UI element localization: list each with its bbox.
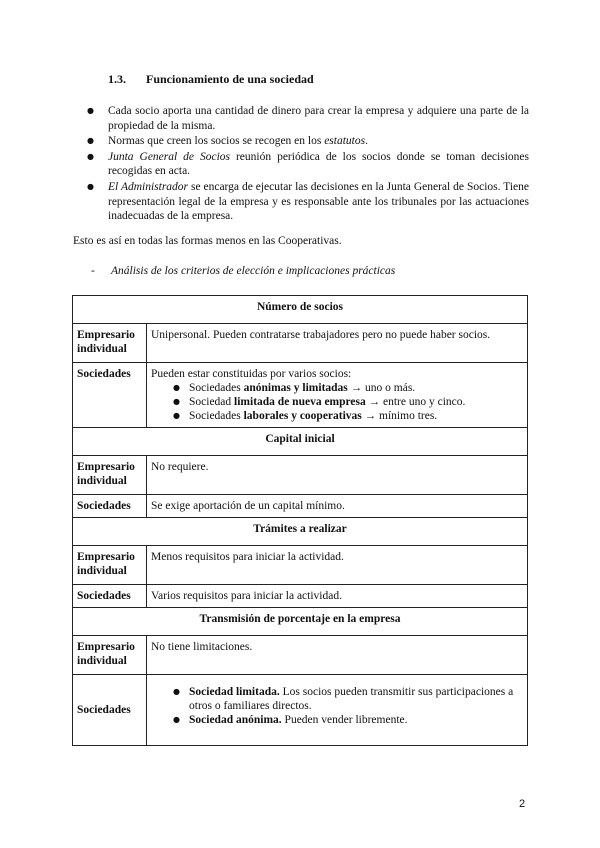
bullet-emphasis: estatutos bbox=[324, 135, 366, 148]
item-text: Pueden vender libremente. bbox=[281, 714, 408, 726]
table-row bbox=[73, 675, 528, 746]
table-row bbox=[73, 363, 528, 428]
row-value bbox=[147, 363, 528, 428]
item-text: Sociedades bbox=[189, 410, 244, 422]
item-bold: laborales y cooperativas bbox=[243, 410, 362, 422]
section-title: Funcionamiento de una sociedad bbox=[146, 72, 314, 86]
row-label: Empresario individual bbox=[73, 324, 147, 363]
row-label: Empresario individual bbox=[73, 636, 147, 675]
item-text: Sociedades bbox=[189, 382, 244, 394]
section-heading bbox=[108, 72, 314, 87]
row-label: Sociedades bbox=[73, 675, 147, 746]
bullet-text: reunión periódica de los socios donde se toman decisiones recogidas en acta. bbox=[108, 150, 529, 178]
row-value: No tiene limitaciones. bbox=[147, 636, 528, 675]
bullet-list bbox=[83, 104, 529, 225]
table-section-header: Número de socios bbox=[73, 296, 528, 324]
row-value bbox=[147, 675, 528, 746]
item-bold: Sociedad anónima. bbox=[189, 714, 282, 726]
bullet-item bbox=[83, 134, 529, 149]
table-section-header: Capital inicial bbox=[73, 428, 528, 456]
item-text: Los socios pueden transmitir sus participaciones a otros o familiares directos. bbox=[189, 686, 514, 712]
row-label: Sociedades bbox=[73, 495, 147, 518]
table-row bbox=[73, 324, 528, 363]
item-bold: Sociedad limitada. bbox=[189, 686, 280, 698]
row-intro: Pueden estar constituidas por varios socios: bbox=[151, 368, 352, 380]
table-row bbox=[73, 546, 528, 585]
inner-list-item bbox=[151, 685, 523, 713]
row-value: No requiere. bbox=[147, 456, 528, 495]
section-number: 1.3. bbox=[108, 72, 126, 86]
table-row bbox=[73, 636, 528, 675]
inner-list-item bbox=[151, 713, 523, 727]
inner-list bbox=[151, 381, 523, 423]
bullet-text: Cada socio aporta una cantidad de dinero para crear la empresa y adquiere una parte de la propiedad de la misma. bbox=[108, 105, 529, 132]
bullet-item bbox=[83, 150, 529, 179]
table-section-header: Trámites a realizar bbox=[73, 518, 528, 546]
subheading bbox=[91, 264, 395, 279]
item-text: Sociedad bbox=[189, 396, 235, 408]
row-label: Sociedades bbox=[73, 363, 147, 428]
item-text: → mínimo tres. bbox=[361, 410, 438, 422]
item-bold: limitada de nueva empresa bbox=[234, 396, 366, 408]
table-row bbox=[73, 495, 528, 518]
page-number: 2 bbox=[519, 798, 526, 810]
inner-list bbox=[151, 685, 523, 727]
row-label: Sociedades bbox=[73, 585, 147, 608]
criteria-table bbox=[72, 295, 528, 746]
row-label: Empresario individual bbox=[73, 546, 147, 585]
table-row bbox=[73, 456, 528, 495]
item-text: → entre uno y cinco. bbox=[365, 396, 466, 408]
bullet-text: . bbox=[365, 135, 368, 148]
table-row bbox=[73, 585, 528, 608]
row-value: Menos requisitos para iniciar la actividad. bbox=[147, 546, 528, 585]
bullet-text: Normas que creen los socios se recogen en los bbox=[108, 135, 325, 148]
row-label: Empresario individual bbox=[73, 456, 147, 495]
subheading-text: Análisis de los criterios de elección e implicaciones prácticas bbox=[111, 265, 396, 277]
bullet-item bbox=[83, 104, 529, 133]
bullet-emphasis: Junta General de Socios bbox=[108, 150, 231, 163]
table-section-header: Transmisión de porcentaje en la empresa bbox=[73, 608, 528, 636]
row-value: Se exige aportación de un capital mínimo. bbox=[147, 495, 528, 518]
subheading-dash: - bbox=[91, 265, 95, 277]
inner-list-item bbox=[151, 381, 523, 395]
paragraph: Esto es así en todas las formas menos en las Cooperativas. bbox=[73, 235, 342, 247]
row-value: Varios requisitos para iniciar la actividad. bbox=[147, 585, 528, 608]
item-bold: anónimas y limitadas bbox=[243, 382, 348, 394]
bullet-emphasis: El Administrador bbox=[108, 180, 189, 193]
row-value: Unipersonal. Pueden contratarse trabajadores pero no puede haber socios. bbox=[147, 324, 528, 363]
inner-list-item bbox=[151, 395, 523, 409]
bullet-text: se encarga de ejecutar las decisiones en la Junta General de Socios. Tiene representación legal de la empresa y es responsable ante los tribunales por las actuaciones inadecuadas de la empresa. bbox=[108, 180, 530, 223]
inner-list-item bbox=[151, 409, 523, 423]
bullet-item bbox=[83, 180, 529, 224]
item-text: → uno o más. bbox=[347, 382, 416, 394]
